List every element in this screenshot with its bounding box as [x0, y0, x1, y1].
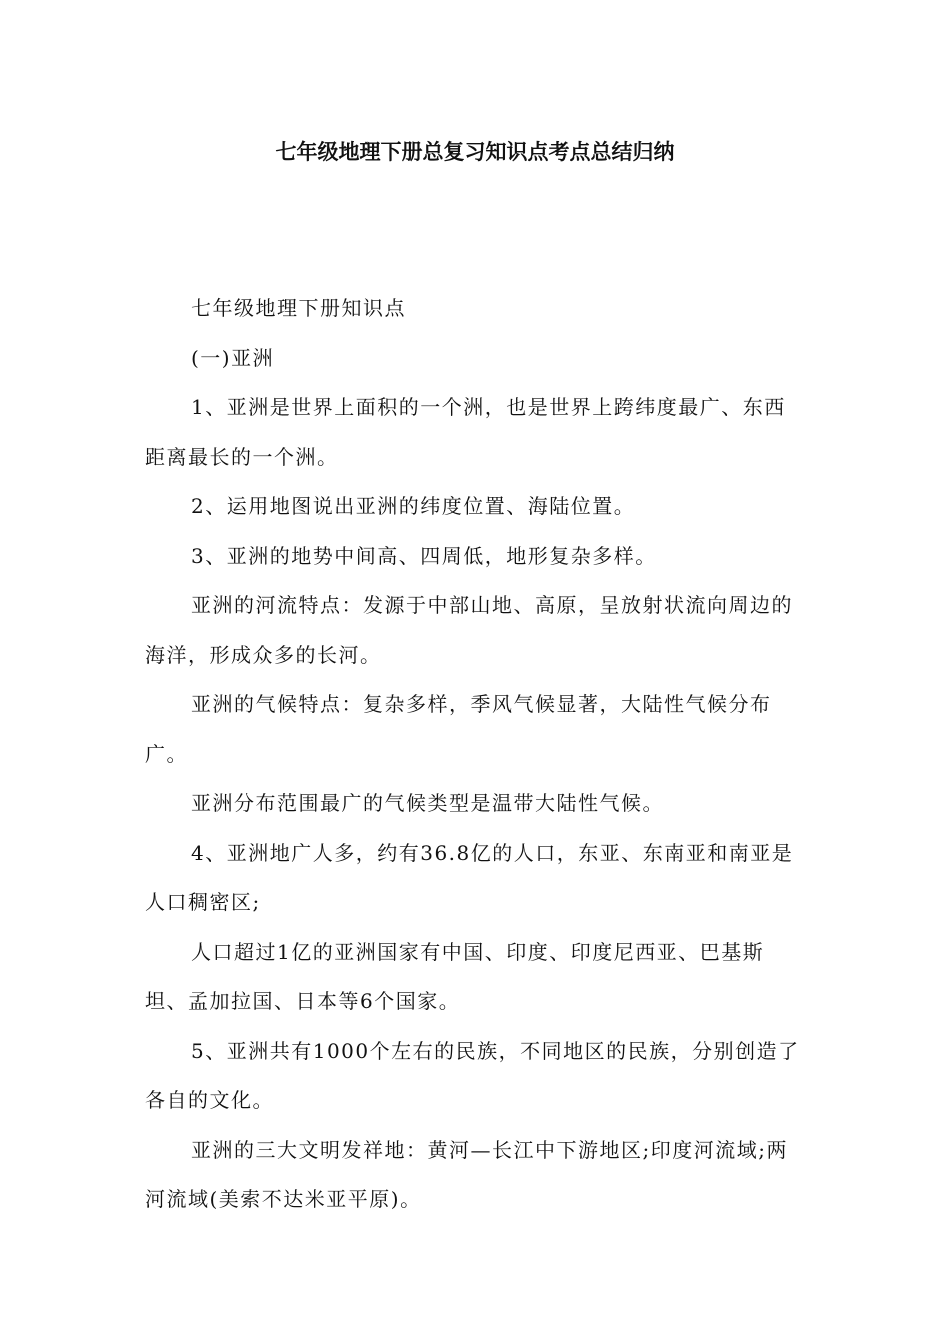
document-title: 七年级地理下册总复习知识点考点总结归纳: [275, 140, 675, 164]
paragraph: 亚洲的河流特点：发源于中部山地、高原，呈放射状流向周边的海洋，形成众多的长河。: [145, 593, 793, 667]
paragraph: 5、亚洲共有1000个左右的民族，不同地区的民族，分别创造了各自的文化。: [145, 1038, 800, 1112]
paragraph: 4、亚洲地广人多，约有36.8亿的人口，东亚、东南亚和南亚是人口稠密区;: [145, 840, 794, 914]
paragraph: 亚洲的气候特点：复杂多样，季风气候显著，大陆性气候分布广。: [145, 692, 772, 766]
paragraph: 亚洲分布范围最广的气候类型是温带大陆性气候。: [191, 791, 664, 815]
paragraph: 亚洲的三大文明发祥地：黄河—长江中下游地区;印度河流域;两河流域(美索不达米亚平原)。: [145, 1137, 788, 1211]
section-heading: 七年级地理下册知识点: [191, 296, 406, 320]
paragraph: 人口超过1亿的亚洲国家有中国、印度、印度尼西亚、巴基斯坦、孟加拉国、日本等6个国家。: [145, 939, 765, 1013]
paragraph: 3、亚洲的地势中间高、四周低，地形复杂多样。: [191, 543, 657, 568]
paragraph: 1、亚洲是世界上面积的一个洲，也是世界上跨纬度最广、东西距离最长的一个洲。: [145, 395, 786, 469]
subsection-heading: (一)亚洲: [191, 345, 275, 370]
paragraph: 2、运用地图说出亚洲的纬度位置、海陆位置。: [191, 494, 636, 518]
document-body: [145, 284, 807, 1225]
